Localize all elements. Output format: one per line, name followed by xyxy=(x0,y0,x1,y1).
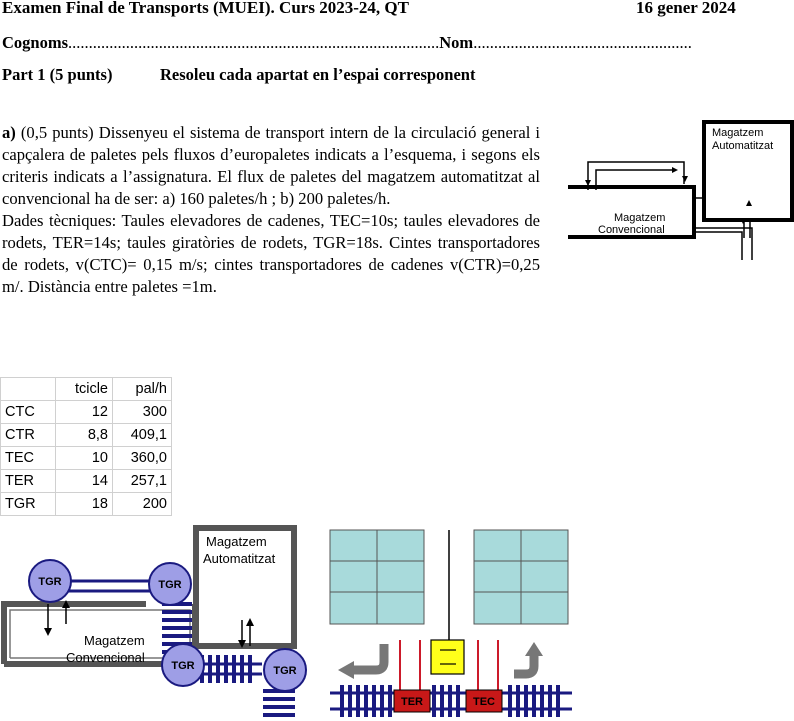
table-cell: 12 xyxy=(56,401,113,424)
table-header-row xyxy=(1,378,172,401)
table-cell: TGR xyxy=(1,493,56,516)
table-cell: 360,0 xyxy=(113,447,172,470)
conventional-label-2: Convencional xyxy=(66,650,145,665)
table-row xyxy=(1,401,172,424)
conventional-label-1: Magatzem xyxy=(614,212,666,224)
table-row xyxy=(1,470,172,493)
table-header: tcicle xyxy=(56,378,113,401)
table-cell: 257,1 xyxy=(113,470,172,493)
conventional-label-1: Magatzem xyxy=(84,633,145,648)
tgr-label: TGR xyxy=(158,579,182,591)
name-line xyxy=(2,33,692,53)
exit-arrow xyxy=(354,644,384,670)
table-cell: TEC xyxy=(1,447,56,470)
table-cell: 300 xyxy=(113,401,172,424)
bottom-conveyor xyxy=(196,664,262,674)
question-a xyxy=(2,122,540,298)
table-row xyxy=(1,493,172,516)
name-field[interactable]: ..................................................... xyxy=(473,33,692,52)
solution-schematic xyxy=(0,524,318,721)
name-label: Nom xyxy=(439,33,474,52)
header-detail-schematic xyxy=(328,528,768,721)
table-cell: 18 xyxy=(56,493,113,516)
part-instruction: Resoleu cada apartat en l’espai corresponent xyxy=(160,65,476,84)
table-cell: 14 xyxy=(56,470,113,493)
layout-schematic xyxy=(566,120,794,260)
automated-label-2: Automatitzat xyxy=(203,551,276,566)
tec-label: TEC xyxy=(473,696,495,708)
question-letter: a) xyxy=(2,123,16,142)
question-statement: (0,5 punts) Dissenyeu el sistema de transport intern de la circulació general i capçalera de paletes pels fluxos d’europaletes indicats a l’esquema, i segons els criteris indicats a l’assignatura. El flux de paletes del magatzem automatitzat al convencional ha de ser: a) 160 paletes/h ; b) 200 paletes/h. xyxy=(2,123,540,208)
exam-title: Examen Final de Transports (MUEI). Curs 2023-24, QT xyxy=(2,0,409,17)
table-cell: CTC xyxy=(1,401,56,424)
table-header: pal/h xyxy=(113,378,172,401)
technical-data: Dades tècniques: Taules elevadores de cadenes, TEC=10s; taules elevadores de rodets, TER=14s; taules giratòries de rodets, TGR=18s. Cintes transportadores de rodets, v(CTC)= 0,15 m/s; cintes transportadores de cadenes v(CTR)=0,25 m/. Distància entre paletes =1m. xyxy=(2,211,540,296)
surname-label: Cognoms xyxy=(2,33,69,52)
part-label: Part 1 (5 punts) xyxy=(2,65,113,84)
ter-label: TER xyxy=(401,696,423,708)
table-cell: 8,8 xyxy=(56,424,113,447)
automated-label-2: Automatitzat xyxy=(712,140,774,152)
cycle-time-table xyxy=(0,377,172,516)
top-conveyor xyxy=(62,581,160,591)
table-cell: 409,1 xyxy=(113,424,172,447)
automated-label-1: Magatzem xyxy=(206,534,267,549)
tgr-label: TGR xyxy=(273,665,297,677)
table-header xyxy=(1,378,56,401)
table-cell: 10 xyxy=(56,447,113,470)
exam-date: 16 gener 2024 xyxy=(636,0,736,17)
table-cell: TER xyxy=(1,470,56,493)
lift-platform xyxy=(431,640,464,674)
conventional-label-2: Convencional xyxy=(598,224,665,236)
surname-field[interactable]: .......................................................................................... xyxy=(68,33,440,52)
table-row xyxy=(1,447,172,470)
entry-arrow xyxy=(514,656,534,674)
table-cell: 200 xyxy=(113,493,172,516)
automated-label-1: Magatzem xyxy=(712,127,764,139)
tgr-label: TGR xyxy=(38,576,62,588)
tgr-label: TGR xyxy=(171,660,195,672)
table-row xyxy=(1,424,172,447)
table-cell: CTR xyxy=(1,424,56,447)
